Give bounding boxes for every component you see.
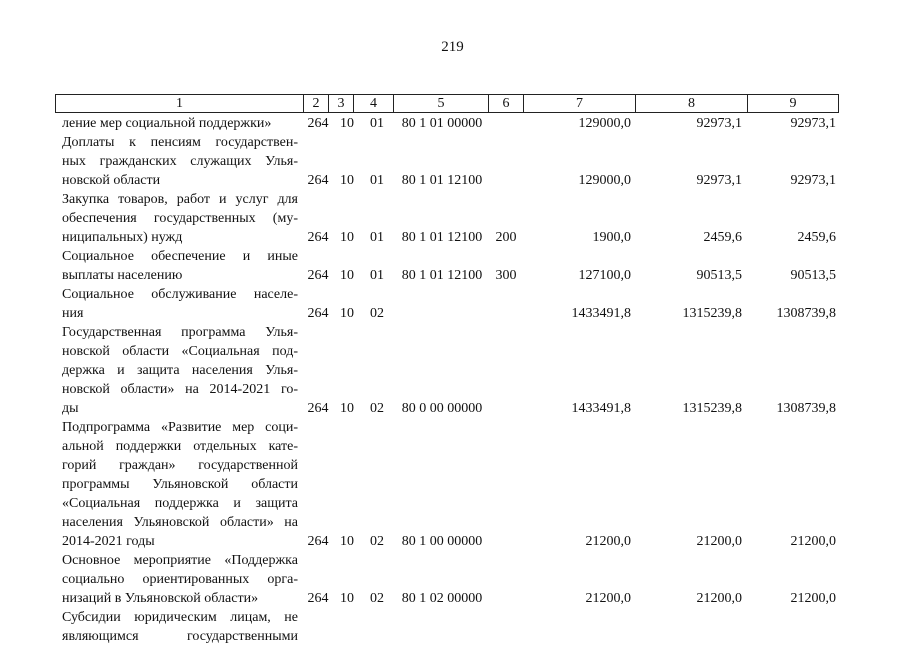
cell-col-9: 92973,1 xyxy=(790,173,836,188)
cell-col-2: 264 xyxy=(307,268,329,283)
description-line: ниципальных) нужд xyxy=(62,230,183,245)
description-line: Основное мероприятие «Поддержка xyxy=(62,553,298,568)
cell-col-2: 264 xyxy=(307,306,329,321)
description-line: обеспечения государственных (му- xyxy=(62,211,298,226)
description-line: Субсидии юридическим лицам, не xyxy=(62,610,298,625)
cell-col-7: 127100,0 xyxy=(578,268,631,283)
description-line: выплаты населению xyxy=(62,268,183,283)
table-row xyxy=(0,114,905,133)
cell-col-8: 21200,0 xyxy=(696,534,742,549)
row-description xyxy=(62,190,298,247)
cell-col-3: 10 xyxy=(340,534,354,549)
header-col-4: 4 xyxy=(353,95,393,112)
cell-col-9: 92973,1 xyxy=(790,116,836,131)
row-description xyxy=(62,247,298,285)
cell-col-5: 80 1 01 12100 xyxy=(401,173,483,188)
cell-col-5 xyxy=(394,304,490,323)
cell-col-8 xyxy=(637,627,742,646)
header-col-9: 9 xyxy=(747,95,838,112)
description-line: программы Ульяновской области xyxy=(62,477,298,492)
description-line: ды xyxy=(62,401,79,416)
description-line: горий граждан» государственной xyxy=(62,458,298,473)
cell-col-3: 10 xyxy=(340,230,354,245)
cell-col-6 xyxy=(490,304,522,323)
row-description xyxy=(62,285,298,323)
table-row xyxy=(0,551,905,608)
cell-col-7: 129000,0 xyxy=(578,173,631,188)
cell-col-6 xyxy=(490,589,522,608)
cell-col-2: 264 xyxy=(307,116,329,131)
cell-col-5 xyxy=(394,627,490,646)
cell-col-5: 80 1 00 00000 xyxy=(401,534,483,549)
table-row xyxy=(0,190,905,247)
description-line: населения Ульяновской области» на xyxy=(62,515,298,530)
cell-col-9: 1308739,8 xyxy=(776,401,836,416)
row-description xyxy=(62,323,298,418)
cell-col-4: 01 xyxy=(370,230,384,245)
description-line: Закупка товаров, работ и услуг для xyxy=(62,192,298,207)
cell-col-3 xyxy=(336,627,358,646)
cell-col-7: 21200,0 xyxy=(585,591,631,606)
cell-col-5: 80 1 01 12100 xyxy=(401,230,483,245)
table-header xyxy=(55,94,839,113)
description-line: ния xyxy=(62,306,84,321)
description-line: альной поддержки отдельных кате- xyxy=(62,439,298,454)
page-number: 219 xyxy=(441,39,464,55)
description-line: Социальное обеспечение и иные xyxy=(62,249,298,264)
cell-col-6: 300 xyxy=(495,268,517,283)
table-row xyxy=(0,247,905,285)
cell-col-5: 80 0 00 00000 xyxy=(401,401,483,416)
description-line: Доплаты к пенсиям государствен- xyxy=(62,135,298,150)
cell-col-3: 10 xyxy=(340,591,354,606)
cell-col-2: 264 xyxy=(307,401,329,416)
cell-col-4: 01 xyxy=(370,268,384,283)
row-description xyxy=(62,114,298,133)
description-line: являющимся государственными xyxy=(62,629,298,644)
header-col-7: 7 xyxy=(523,95,635,112)
description-line: Социальное обслуживание населе- xyxy=(62,287,298,302)
cell-col-5: 80 1 01 00000 xyxy=(401,116,483,131)
cell-col-8: 92973,1 xyxy=(696,173,742,188)
cell-col-3: 10 xyxy=(340,306,354,321)
cell-col-4 xyxy=(364,627,390,646)
table-row xyxy=(0,608,905,646)
description-line: Подпрограмма «Развитие мер соци- xyxy=(62,420,298,435)
cell-col-3: 10 xyxy=(340,401,354,416)
cell-col-6: 200 xyxy=(495,230,517,245)
cell-col-3: 10 xyxy=(340,173,354,188)
cell-col-2 xyxy=(305,627,331,646)
table-row xyxy=(0,133,905,190)
cell-col-6 xyxy=(490,171,522,190)
cell-col-6 xyxy=(490,399,522,418)
description-line: новской области» на 2014-2021 го- xyxy=(62,382,298,397)
cell-col-7: 21200,0 xyxy=(585,534,631,549)
cell-col-5: 80 1 01 12100 xyxy=(401,268,483,283)
cell-col-4: 01 xyxy=(370,173,384,188)
cell-col-9: 21200,0 xyxy=(790,591,836,606)
description-line: новской области xyxy=(62,173,161,188)
row-description xyxy=(62,551,298,608)
cell-col-9 xyxy=(750,627,836,646)
cell-col-7 xyxy=(520,627,631,646)
cell-col-4: 01 xyxy=(370,116,384,131)
cell-col-6 xyxy=(490,532,522,551)
description-line: Государственная программа Улья- xyxy=(62,325,298,340)
cell-col-8: 1315239,8 xyxy=(682,306,742,321)
header-col-1: 1 xyxy=(176,96,183,111)
cell-col-5: 80 1 02 00000 xyxy=(401,591,483,606)
cell-col-7: 1433491,8 xyxy=(571,306,631,321)
cell-col-2: 264 xyxy=(307,173,329,188)
cell-col-7: 1433491,8 xyxy=(571,401,631,416)
row-description xyxy=(62,608,298,646)
row-description xyxy=(62,418,298,551)
cell-col-6 xyxy=(490,627,522,646)
cell-col-3: 10 xyxy=(340,268,354,283)
table-row xyxy=(0,285,905,323)
header-col-3: 3 xyxy=(328,95,353,112)
cell-col-9: 1308739,8 xyxy=(776,306,836,321)
description-line: держка и защита населения Улья- xyxy=(62,363,298,378)
cell-col-2: 264 xyxy=(307,534,329,549)
cell-col-8: 21200,0 xyxy=(696,591,742,606)
description-line: ление мер социальной поддержки» xyxy=(62,116,272,131)
header-col-2: 2 xyxy=(303,95,328,112)
cell-col-8: 2459,6 xyxy=(703,230,742,245)
table-row xyxy=(0,418,905,551)
cell-col-2: 264 xyxy=(307,591,329,606)
cell-col-3: 10 xyxy=(340,116,354,131)
cell-col-8: 1315239,8 xyxy=(682,401,742,416)
header-col-5: 5 xyxy=(393,95,488,112)
cell-col-4: 02 xyxy=(370,591,384,606)
cell-col-2: 264 xyxy=(307,230,329,245)
cell-col-7: 129000,0 xyxy=(578,116,631,131)
header-col-6: 6 xyxy=(488,95,523,112)
table-row xyxy=(0,323,905,418)
description-line: ных гражданских служащих Улья- xyxy=(62,154,298,169)
description-line: низаций в Ульяновской области» xyxy=(62,591,259,606)
cell-col-4: 02 xyxy=(370,306,384,321)
row-description xyxy=(62,133,298,190)
description-line: социально ориентированных орга- xyxy=(62,572,298,587)
cell-col-6 xyxy=(490,114,522,133)
cell-col-4: 02 xyxy=(370,401,384,416)
cell-col-8: 90513,5 xyxy=(696,268,742,283)
cell-col-9: 21200,0 xyxy=(790,534,836,549)
cell-col-9: 2459,6 xyxy=(797,230,836,245)
cell-col-4: 02 xyxy=(370,534,384,549)
cell-col-8: 92973,1 xyxy=(696,116,742,131)
cell-col-9: 90513,5 xyxy=(790,268,836,283)
cell-col-7: 1900,0 xyxy=(592,230,631,245)
header-col-8: 8 xyxy=(635,95,747,112)
description-line: «Социальная поддержка и защита xyxy=(62,496,298,511)
description-line: 2014-2021 годы xyxy=(62,534,155,549)
description-line: новской области «Социальная под- xyxy=(62,344,298,359)
